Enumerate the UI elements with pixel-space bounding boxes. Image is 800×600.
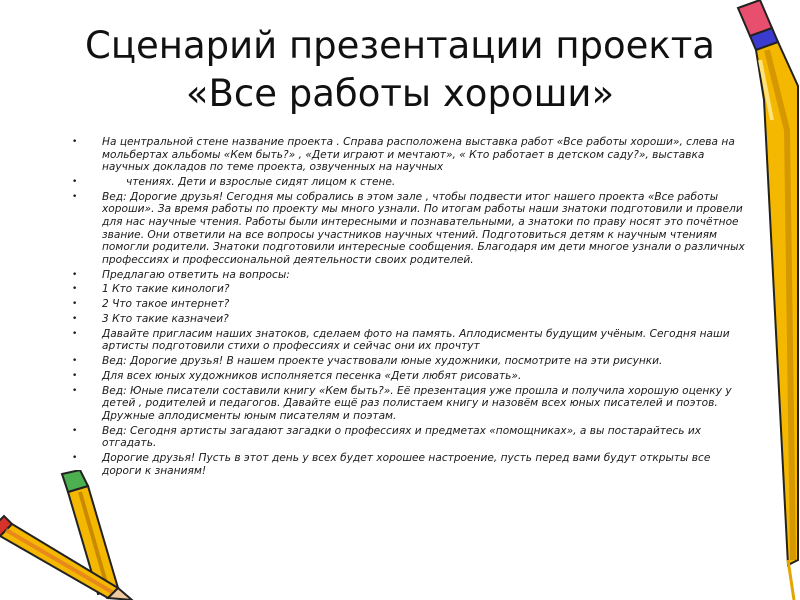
list-item: • чтениях. Дети и взрослые сидят лицом к стене. (72, 175, 396, 188)
page-title (40, 22, 760, 118)
list-item: • Предлагаю ответить на вопросы: (72, 268, 290, 281)
scenario-list (72, 136, 748, 479)
list-item: • 3 Кто такие казначеи? (72, 312, 229, 325)
list-item: • 2 Что такое интернет? (72, 298, 230, 311)
pencils-icon (0, 470, 150, 600)
bullet: • (72, 356, 78, 366)
bullet: • (72, 385, 78, 396)
title-line-1: Сценарий презентации проекта (85, 24, 715, 67)
bullet: • (72, 299, 78, 310)
bullet: • (72, 191, 78, 202)
list-item: • Давайте пригласим наших знатоков, сделаем фото на память. Аплодисменты будущим учёным. Сегодня наши артисты подготовили стихи о профессиях и сейчас они их прочтут (72, 327, 730, 353)
bullet: • (72, 328, 78, 339)
bullet: • (72, 370, 78, 381)
title-line-2: «Все работы хороши» (185, 72, 615, 115)
list-item: • Вед: Сегодня артисты загадают загадки о профессиях и предметах «помощниках», а вы постарайтесь их отгадать. (72, 424, 702, 450)
bullet: • (72, 284, 78, 295)
list-item: • Вед: Юные писатели составили книгу «Кем быть?». Её презентация уже прошла и получила хорошую оценку у детей , родителей и педагогов. Давайте ещё раз полистаем книгу и назовём всех юных писателей и поэтов. Дружные аплодисменты юным писателям и поэтам. (72, 384, 732, 422)
bullet: • (72, 137, 78, 147)
bullet: • (72, 425, 78, 436)
bullet: • (72, 452, 78, 463)
list-item: • Вед: Дорогие друзья! В нашем проекте участвовали юные художники, посмотрите на эти рисунки. (72, 355, 663, 367)
list-item: • Для всех юных художников исполняется песенка «Дети любят рисовать». (72, 369, 522, 382)
list-item: • На центральной стене название проекта . Справа расположена выставка работ «Все работы хороши», слева на мольбертах альбомы «Кем быть?» , «Дети играют и мечтают», « Кто работает в детском саду?», выставка научных докладов по теме проекта, озвученных на научных (72, 136, 735, 174)
bullet: • (72, 313, 78, 324)
list-item: • 1 Кто такие кинологи? (72, 283, 230, 296)
bullet: • (72, 176, 78, 187)
list-item: • Дорогие друзья! Пусть в этот день у всех будет хорошее настроение, пусть перед вами будут открыты все дороги к знаниям! (72, 451, 711, 477)
list-item: • Вед: Дорогие друзья! Сегодня мы собрались в этом зале , чтобы подвести итог нашего проекта «Все работы хороши». За время работы по проекту мы много узнали. По итогам работы наши знатоки подготовили и провели для нас научные чтения. Работы были интересными и познавательными, а знатоки по праву носят это почётное звание. Они ответили на все вопросы участников научных чтений. Подготовиться детям к научным чтениям помогли родители. Знатоки подготовили интересные сообщения. Благодаря им дети многое узнали о различных профессиях и профессиональной деятельности своих родителей. (72, 190, 745, 266)
bullet: • (72, 269, 78, 280)
